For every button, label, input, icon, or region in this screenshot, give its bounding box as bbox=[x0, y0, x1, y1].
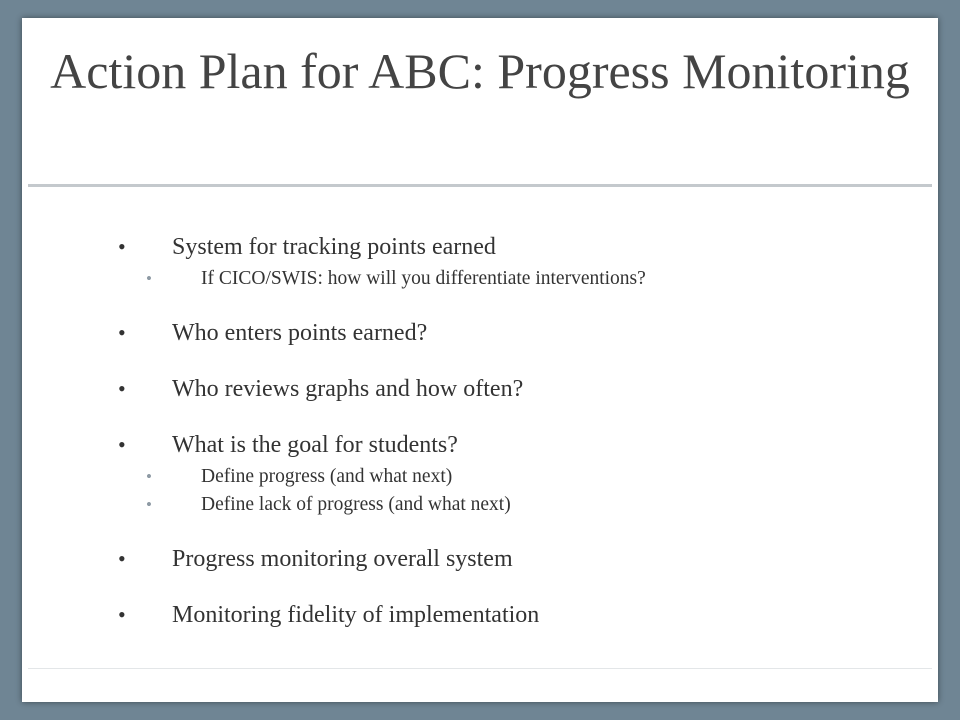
bullet-text: System for tracking points earned bbox=[172, 234, 496, 260]
bullet-item bbox=[22, 430, 938, 460]
bullet-item bbox=[22, 544, 938, 574]
bullet-marker: • bbox=[118, 376, 126, 401]
sub-bullet-item bbox=[22, 492, 938, 518]
bullet-list bbox=[22, 232, 938, 630]
bullet-item bbox=[22, 374, 938, 404]
bullet-marker: • bbox=[118, 234, 126, 259]
bullet-marker: • bbox=[118, 546, 126, 571]
sub-bullet-item bbox=[22, 266, 938, 292]
bullet-item bbox=[22, 600, 938, 630]
sub-bullet-item bbox=[22, 464, 938, 490]
bullet-text: What is the goal for students? bbox=[172, 432, 458, 458]
bullet-item bbox=[22, 232, 938, 262]
bullet-marker: • bbox=[118, 432, 126, 457]
bullet-text: Who enters points earned? bbox=[172, 320, 428, 346]
sub-bullet-marker: • bbox=[146, 269, 152, 288]
sub-bullet-text: Define lack of progress (and what next) bbox=[201, 494, 511, 515]
bullet-text: Progress monitoring overall system bbox=[172, 546, 513, 572]
bullet-text: Monitoring fidelity of implementation bbox=[172, 602, 540, 628]
slide-title: Action Plan for ABC: Progress Monitoring bbox=[50, 43, 910, 99]
footer-area bbox=[28, 668, 932, 695]
sub-bullet-text: If CICO/SWIS: how will you differentiate interventions? bbox=[201, 268, 646, 289]
sub-bullet-marker: • bbox=[146, 495, 152, 514]
bullet-marker: • bbox=[118, 320, 126, 345]
bullet-item bbox=[22, 318, 938, 348]
sub-bullet-marker: • bbox=[146, 467, 152, 486]
slide bbox=[22, 18, 938, 702]
bullet-marker: • bbox=[118, 602, 126, 627]
bullet-text: Who reviews graphs and how often? bbox=[172, 376, 524, 402]
sub-bullet-text: Define progress (and what next) bbox=[201, 466, 453, 487]
title-area bbox=[28, 24, 932, 187]
